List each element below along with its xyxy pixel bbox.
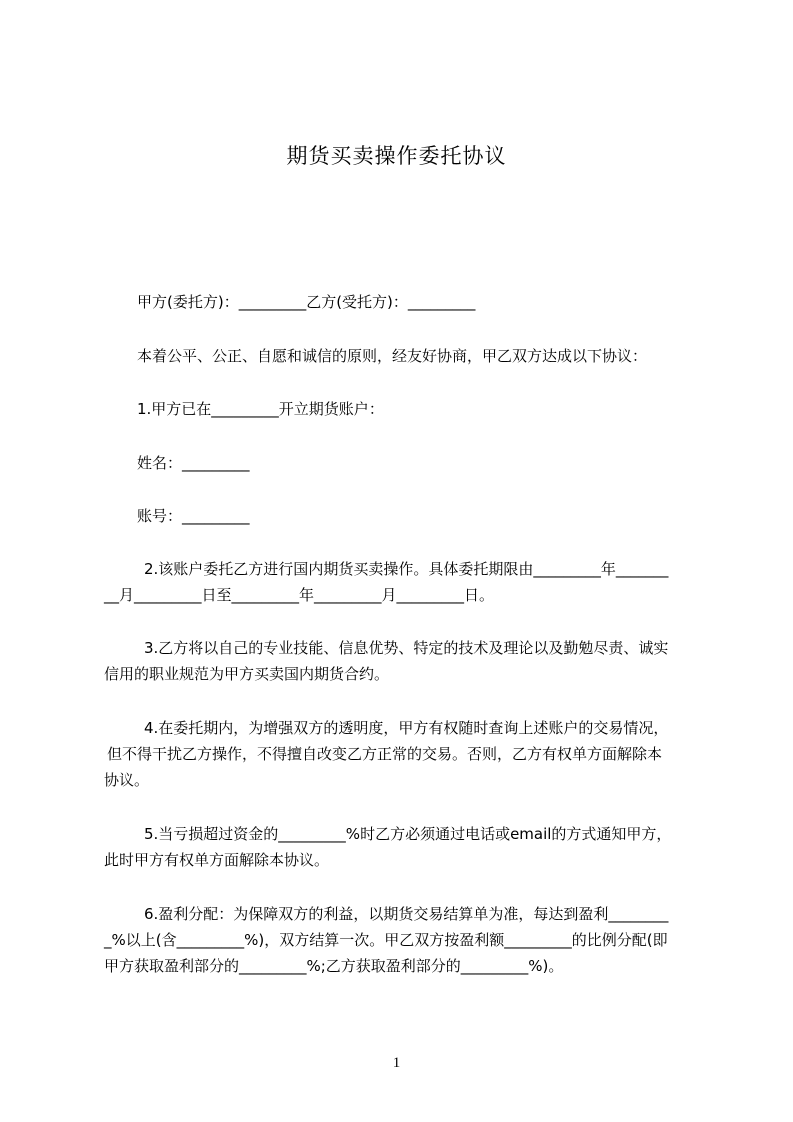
page-number: 1 [392, 1055, 401, 1071]
clause-6-line-1: 6.盈利分配：为保障双方的利益，以期货交易结算单为准，每达到盈利________ [144, 905, 669, 923]
clause-1: 1.甲方已在_________开立期货账户： [137, 400, 384, 418]
name-field: 姓名：_________ [137, 454, 250, 472]
clause-4-line-2: 但不得干扰乙方操作，不得擅自改变乙方正常的交易。否则，乙方有权单方面解除本 [107, 745, 663, 763]
clause-2-line-2: __月_________日至_________年_________月_________日。 [104, 586, 495, 604]
preamble: 本着公平、公正、自愿和诚信的原则，经友好协商，甲乙双方达成以下协议： [137, 347, 648, 365]
clause-5-line-1: 5.当亏损超过资金的_________%时乙方必须通过电话或email的方式通知甲方， [144, 825, 672, 843]
clause-4-line-1: 4.在委托期内，为增强双方的透明度，甲方有权随时查询上述账户的交易情况， [144, 719, 669, 737]
clause-2-line-1: 2.该账户委托乙方进行国内期货买卖操作。具体委托期限由_________年_______ [144, 560, 669, 578]
clause-4-line-3: 协议。 [104, 771, 150, 789]
account-field: 账号：_________ [137, 507, 250, 525]
clause-3-line-1: 3.乙方将以自己的专业技能、信息优势、特定的技术及理论以及勤勉尽责、诚实 [144, 639, 669, 657]
clause-6-line-3: 甲方获取盈利部分的_________%;乙方获取盈利部分的_________%)。 [104, 957, 564, 975]
parties-line: 甲方(委托方)：_________乙方(受托方)：_________ [137, 293, 476, 311]
clause-6-line-2: _%以上(含_________%)，双方结算一次。甲乙双方按盈利额_________的比例分配(即 [104, 931, 668, 949]
page-title: 期货买卖操作委托协议 [286, 144, 507, 168]
clause-5-line-2: 此时甲方有权单方面解除本协议。 [104, 851, 330, 869]
clause-3-line-2: 信用的职业规范为甲方买卖国内期货合约。 [104, 665, 390, 683]
